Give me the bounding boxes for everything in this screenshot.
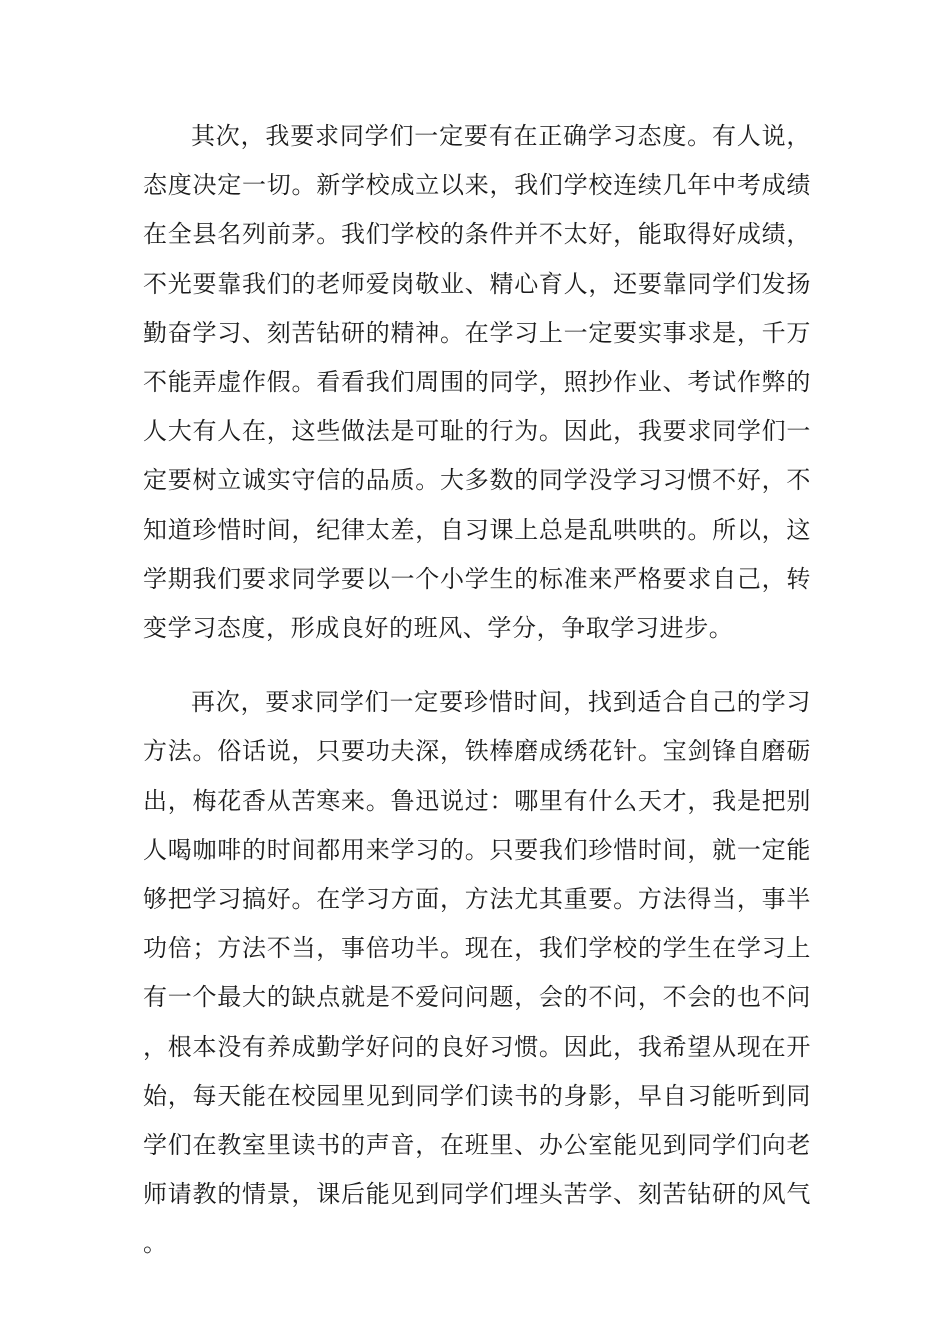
paragraph-2: 再次，要求同学们一定要珍惜时间，找到适合自己的学习方法。俗话说，只要功夫深，铁棒磨成绣花针。宝剑锋自磨砺出，梅花香从苦寒来。鲁迅说过：哪里有什么天才，我是把别人喝咖啡的时间都用来学习的。只要我们珍惜时间，就一定能够把学习搞好。在学习方面，方法尤其重要。方法得当，事半功倍；方法不当，事倍功半。现在，我们学校的学生在学习上有一个最大的缺点就是不爱问问题，会的不问，不会的也不问，根本没有养成勤学好问的良好习惯。因此，我希望从现在开始，每天能在校园里见到同学们读书的身影，早自习能听到同学们在教室里读书的声音，在班里、办公室能见到同学们向老师请教的情景，课后能见到同学们埋头苦学、刻苦钻研的风气。 [143, 688, 811, 1258]
document-body [143, 112, 811, 1269]
paragraph-1: 其次，我要求同学们一定要有在正确学习态度。有人说，态度决定一切。新学校成立以来，我们学校连续几年中考成绩在全县名列前茅。我们学校的条件并不太好，能取得好成绩，不光要靠我们的老师爱岗敬业、精心育人，还要靠同学们发扬勤奋学习、刻苦钻研的精神。在学习上一定要实事求是，千万不能弄虚作假。看看我们周围的同学，照抄作业、考试作弊的人大有人在，这些做法是可耻的行为。因此，我要求同学们一定要树立诚实守信的品质。大多数的同学没学习习惯不好，不知道珍惜时间，纪律太差，自习课上总是乱哄哄的。所以，这学期我们要求同学要以一个小学生的标准来严格要求自己，转变学习态度，形成良好的班风、学分，争取学习进步。 [143, 122, 811, 643]
